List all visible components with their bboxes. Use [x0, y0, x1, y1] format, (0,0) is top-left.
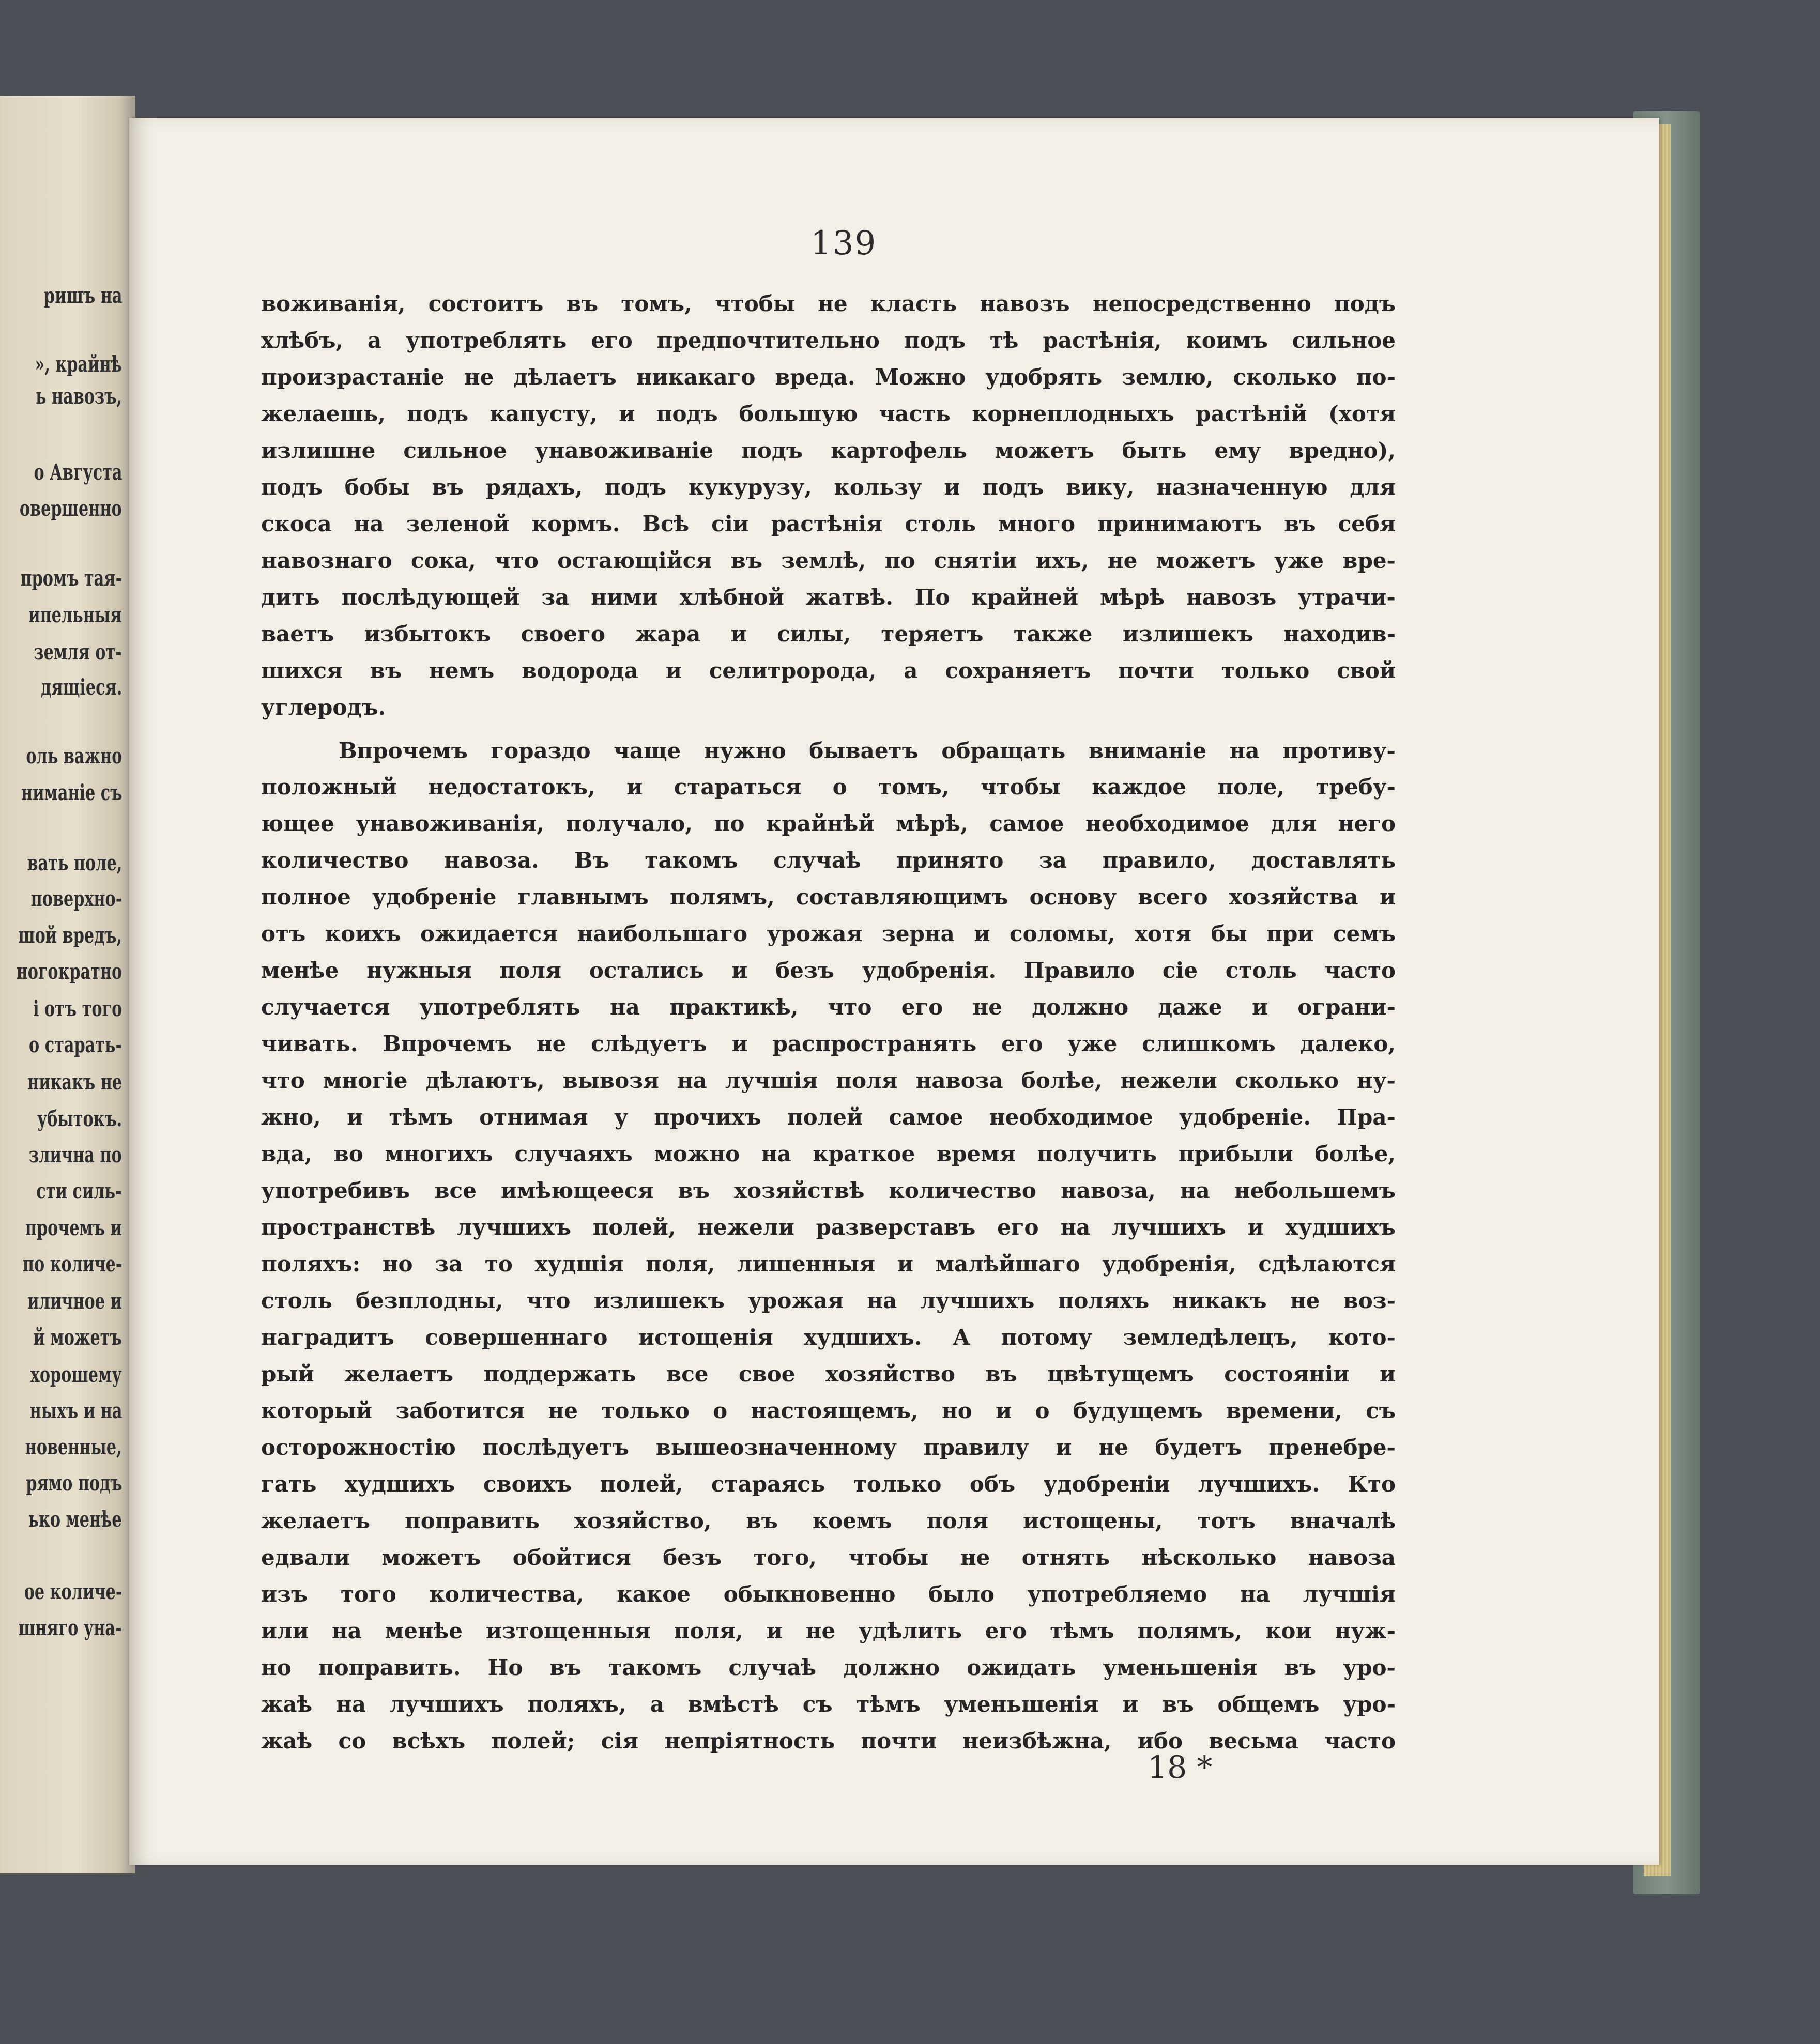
text-line: ваетъ избытокъ своего жара и силы, теряетъ также излишекъ находив- — [261, 621, 1396, 647]
text-line: хлѣбъ, а употреблять его предпочтительно подъ тѣ растѣнія, коимъ сильное — [261, 328, 1396, 353]
text-line: положный недостатокъ, и стараться о томъ, чтобы каждое поле, требу- — [261, 774, 1396, 800]
left-page-line: земля от- — [34, 639, 122, 665]
left-page-line: ько менѣе — [28, 1507, 122, 1532]
text-line: но поправить. Но въ такомъ случаѣ должно ожидать уменьшенія въ уро- — [261, 1655, 1396, 1680]
left-page-line: вать поле, — [27, 850, 122, 875]
text-line: жаѣ со всѣхъ полей; сія непріятность почти неизбѣжна, ибо весьма часто — [261, 1728, 1396, 1754]
text-line: подъ бобы въ рядахъ, подъ кукурузу, кользу и подъ вику, назначенную для — [261, 474, 1396, 500]
text-line: употребивъ все имѣющееся въ хозяйствѣ количество навоза, на небольшемъ — [261, 1178, 1396, 1203]
text-line: рый желаетъ поддержать все свое хозяйство въ цвѣтущемъ состояніи и — [261, 1361, 1396, 1387]
text-line: что многіе дѣлаютъ, вывозя на лучшія поля навоза болѣе, нежели сколько ну- — [261, 1068, 1396, 1093]
text-line: столь безплодны, что излишекъ урожая на лучшихъ поляхъ никакъ не воз- — [261, 1288, 1396, 1313]
text-line: гать худшихъ своихъ полей, стараясь только объ удобреніи лучшихъ. Кто — [261, 1471, 1396, 1497]
left-page-line: овершенно — [20, 496, 122, 521]
text-line: пространствѣ лучшихъ полей, нежели разверставъ его на лучшихъ и худшихъ — [261, 1215, 1396, 1240]
text-line: поляхъ: но за то худшія поля, лишенныя и малѣйшаго удобренія, сдѣлаются — [261, 1251, 1396, 1277]
left-page-line: ныхъ и на — [29, 1398, 122, 1423]
text-line: дить послѣдующей за ними хлѣбной жатвѣ. По крайней мѣрѣ навозъ утрачи- — [261, 585, 1396, 610]
text-line: излишне сильное унавоживаніе подъ картофель можетъ быть ему вредно), — [261, 438, 1396, 463]
text-line: осторожностію послѣдуетъ вышеозначенному правилу и не будетъ пренебре- — [261, 1435, 1396, 1460]
text-line: наградитъ совершеннаго истощенія худшихъ. А потому земледѣлецъ, кото- — [261, 1325, 1396, 1350]
left-page-line: сти силь- — [36, 1178, 122, 1204]
left-page-line: оль важно — [26, 743, 122, 769]
text-line: желаешь, подъ капусту, и подъ большую часть корнеплодныхъ растѣній (хотя — [261, 401, 1396, 426]
text-line: количество навоза. Въ такомъ случаѣ принято за правило, доставлять — [261, 848, 1396, 873]
text-line: который заботится не только о настоящемъ, но и о будущемъ времени, съ — [261, 1398, 1396, 1423]
text-line: ющее унавоживанія, получало, по крайнѣй мѣрѣ, самое необходимое для него — [261, 811, 1396, 836]
left-page-line: новенные, — [25, 1434, 122, 1459]
text-line: навознаго сока, что остающійся въ землѣ, по снятіи ихъ, не можетъ уже вре- — [261, 548, 1396, 573]
text-line: чивать. Впрочемъ не слѣдуетъ и распространять его уже слишкомъ далеко, — [261, 1031, 1396, 1056]
text-line: углеродъ. — [261, 695, 386, 720]
left-page-line: хорошему — [30, 1362, 122, 1387]
text-line: случается употреблять на практикѣ, что его не должно даже и ограни- — [261, 994, 1396, 1020]
text-line: отъ коихъ ожидается наибольшаго урожая зерна и соломы, хотя бы при семъ — [261, 921, 1396, 946]
left-page-line: ипельныя — [28, 602, 122, 627]
left-page-line: злична по — [29, 1142, 122, 1167]
left-page-line: ое количе- — [24, 1579, 122, 1604]
text-line: воживанія, состоитъ въ томъ, чтобы не класть навозъ непосредственно подъ — [261, 291, 1396, 316]
left-page-line: убытокъ. — [37, 1106, 122, 1131]
left-page-line: рямо подъ — [25, 1470, 122, 1496]
left-page-line: й можетъ — [33, 1325, 122, 1350]
left-page-line: ь навозъ, — [36, 383, 122, 409]
text-line: изъ того количества, какое обыкновенно было употребляемо на лучшія — [261, 1581, 1396, 1607]
left-page-line: прочемъ и — [25, 1215, 122, 1240]
left-page-line: промъ тая- — [20, 565, 122, 591]
text-line: жаѣ на лучшихъ поляхъ, а вмѣстѣ съ тѣмъ уменьшенія и въ общемъ уро- — [261, 1692, 1396, 1717]
left-page-line: шой вредъ, — [18, 923, 122, 948]
left-page-line: ногократно — [16, 959, 122, 984]
left-page-line: о старать- — [29, 1032, 122, 1057]
page-number: 139 — [810, 224, 877, 263]
left-page-line: по количе- — [22, 1251, 122, 1277]
text-line: желаетъ поправить хозяйство, въ коемъ поля истощены, тотъ вначалѣ — [261, 1508, 1396, 1533]
left-page-line: ришъ на — [43, 283, 122, 308]
text-line: менѣе нужныя поля остались и безъ удобренія. Правило сіе столь часто — [261, 958, 1396, 983]
left-page-line: і отъ того — [33, 996, 122, 1021]
left-page-line: шняго уна- — [19, 1615, 122, 1640]
text-line: вда, во многихъ случаяхъ можно на краткое время получить прибыли болѣе, — [261, 1141, 1396, 1166]
left-page — [0, 96, 135, 1873]
left-page-line: иличное и — [27, 1288, 122, 1314]
text-line: произрастаніе не дѣлаетъ никакаго вреда. Можно удобрять землю, сколько по- — [261, 364, 1396, 390]
text-line: полное удобреніе главнымъ полямъ, составляющимъ основу всего хозяйства и — [261, 884, 1396, 910]
left-page-line: дящіеся. — [40, 674, 122, 700]
text-line: или на менѣе изтощенныя поля, и не удѣлить его тѣмъ полямъ, кои нуж- — [261, 1618, 1396, 1643]
left-page-line: поверхно- — [30, 886, 122, 911]
left-page-line: о Августа — [34, 459, 122, 485]
text-line: едвали можетъ обойтися безъ того, чтобы не отнять нѣсколько навоза — [261, 1545, 1396, 1570]
text-line: скоса на зеленой кормъ. Всѣ сіи растѣнія столь много принимаютъ въ себя — [261, 511, 1396, 536]
signature-mark: 18 * — [1148, 1749, 1213, 1786]
text-line: жно, и тѣмъ отнимая у прочихъ полей самое необходимое удобреніе. Пра- — [261, 1104, 1396, 1130]
text-line: шихся въ немъ водорода и селитророда, а сохраняетъ почти только свой — [261, 658, 1396, 683]
text-line: Впрочемъ гораздо чаще нужно бываетъ обращать вниманіе на противу- — [339, 738, 1396, 763]
left-page-line: никакъ не — [27, 1069, 122, 1095]
left-page-line: », крайнѣ — [35, 351, 122, 377]
left-page-line: ниманіе съ — [21, 780, 122, 805]
